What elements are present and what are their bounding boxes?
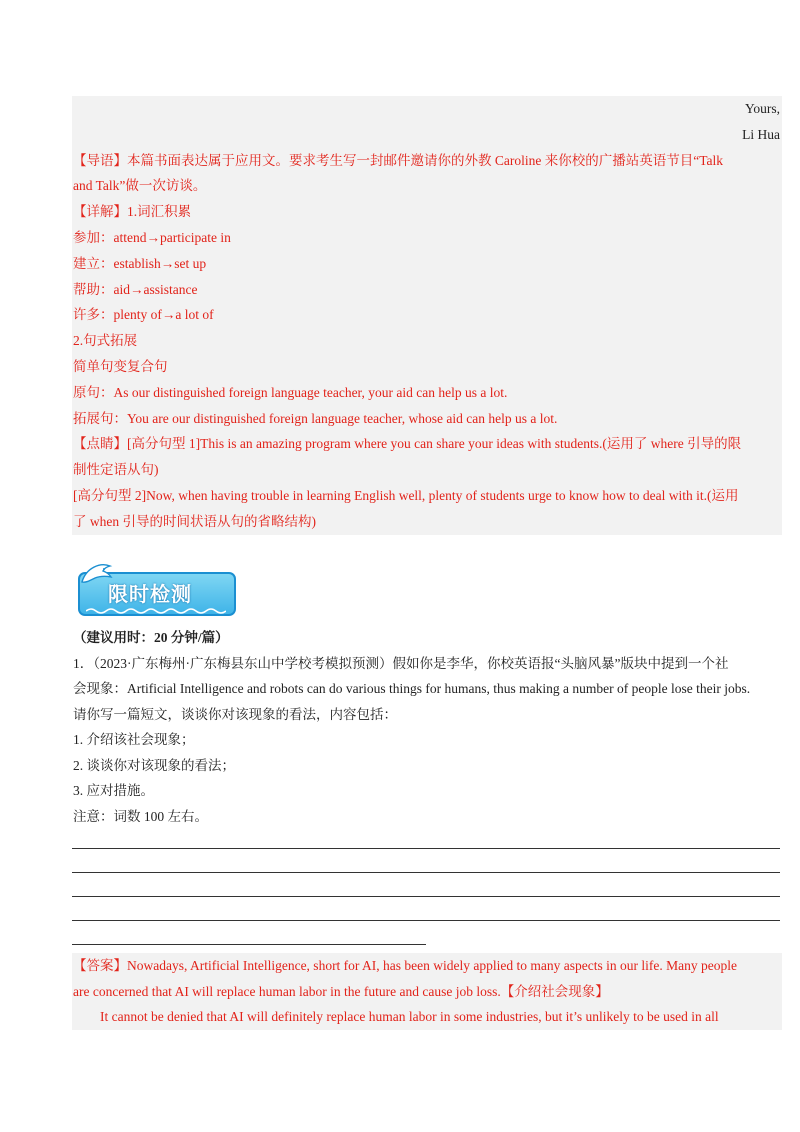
vocab-item: 帮助：aid→assistance [73,281,198,297]
question-line-1: 1．（2023·广东梅州·广东梅县东山中学校考模拟预测）假如你是李华，你校英语报“头脑风暴”版块中提到一个社 [73,655,729,671]
dianjing-line-1: 【点睛】[高分句型 1]This is an amazing program where you can share your ideas with students.(运用了 where 引导的限 [73,436,742,452]
daoyu-line-1: 【导语】本篇书面表达属于应用文。要求考生写一封邮件邀请你的外教 Caroline 来你校的广播站英语节目“Talk [73,152,724,168]
dianjing-line-3: [高分句型 2]Now, when having trouble in learning English well, plenty of students urge to know how to deal with it.(运用 [73,487,739,503]
dianjing-line-4: 了 when 引导的时间状语从句的省略结构) [73,513,316,529]
letter-closing: Yours, [744,101,780,116]
writing-line [72,848,780,849]
section-banner [78,562,238,618]
writing-line [72,944,426,945]
vocab-item: 许多：plenty of→a lot of [73,307,214,323]
daoyu-line-2: and Talk”做一次访谈。 [73,178,207,194]
writing-lines [72,848,780,968]
word-count-note: 注意：词数 100 左右。 [73,808,208,824]
answer-line-2: are concerned that AI will replace human labor in the future and cause job loss.【介绍社会现象】 [73,983,609,999]
writing-line [72,872,780,873]
expanded-sentence: 拓展句：You are our distinguished foreign language teacher, whose aid can help us a lot. [73,410,558,426]
task-point: 3. 应对措施。 [73,783,154,798]
task-block [72,625,782,829]
task-point: 2. 谈谈你对该现象的看法； [73,757,235,773]
vocab-item: 参加：attend→participate in [73,229,231,245]
task-point: 1. 介绍该社会现象； [73,732,195,747]
question-line-3: 请你写一篇短文，谈谈你对该现象的看法，内容包括： [73,706,397,722]
sentence-subtitle: 简单句变复合句 [73,358,168,374]
dianjing-line-2: 制性定语从句) [73,462,159,478]
letter-signature: Li Hua [742,126,780,142]
time-hint: （建议用时：20 分钟/篇） [73,630,229,645]
analysis-block [72,96,782,535]
question-line-2: 会现象：Artificial Intelligence and robots can do various things for humans, thus making a number of people lose their jobs. [73,681,751,696]
answer-block [72,953,782,1030]
answer-line-3: It cannot be denied that AI will definitely replace human labor in some industries, but it’s unlikely to be used in all [100,1009,719,1024]
sentence-title: 2.句式拓展 [73,333,138,349]
writing-line [72,920,780,921]
xiangjie-title: 【详解】1.词汇积累 [73,204,192,220]
banner-title: 限时检测 [108,582,192,606]
waves-icon [86,606,226,614]
answer-line-1: 【答案】Nowadays, Artificial Intelligence, short for AI, has been widely applied to many aspects in our life. Many people [73,958,737,973]
vocab-item: 建立：establish→set up [73,255,207,271]
writing-line [72,896,780,897]
original-sentence: 原句：As our distinguished foreign language teacher, your aid can help us a lot. [73,384,508,400]
